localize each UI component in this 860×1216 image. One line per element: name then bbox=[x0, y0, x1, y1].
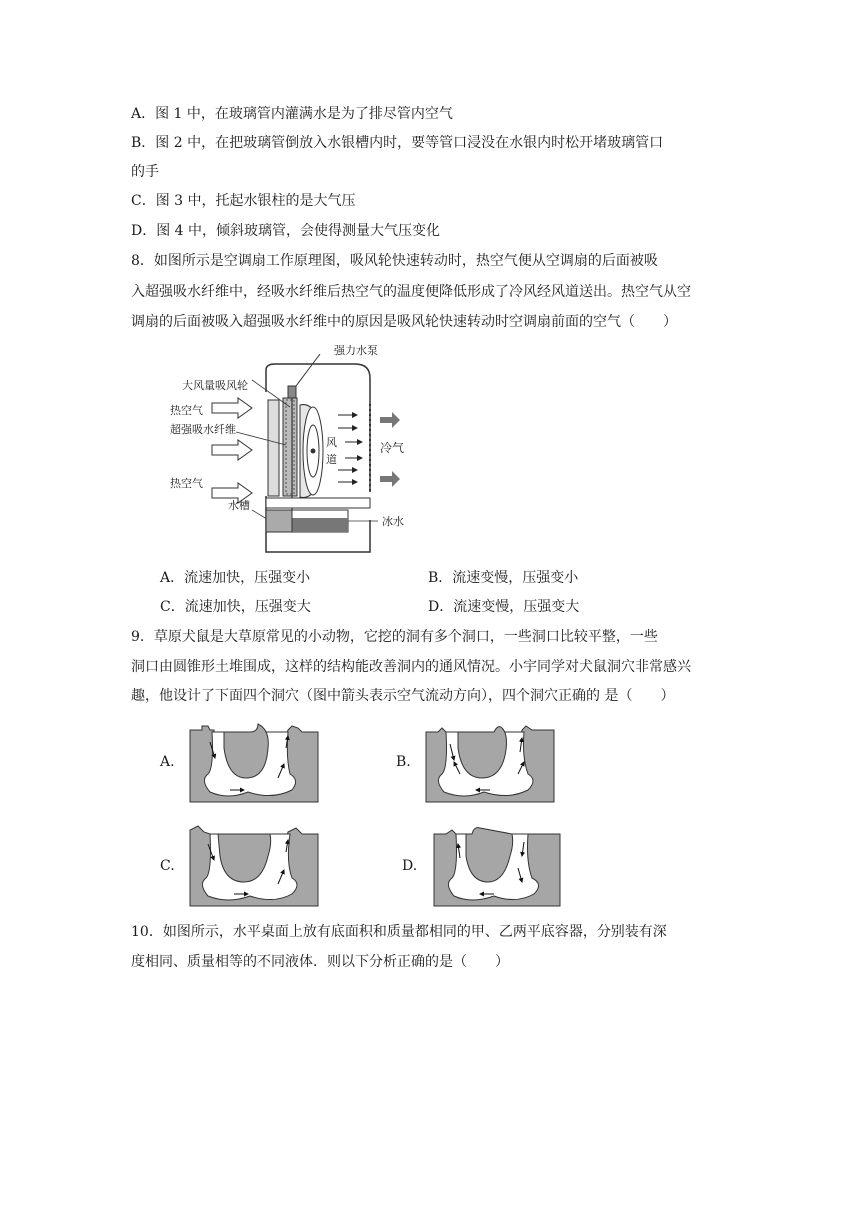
hot-air-top-label: 热空气 bbox=[170, 404, 203, 417]
q7-option-c: C．图 3 中，托起水银柱的是大气压 bbox=[131, 193, 356, 209]
fan-label: 大风量吸风轮 bbox=[182, 379, 248, 392]
q8-stem-line3: 调扇的后面被吸入超强吸水纤维中的原因是吸风轮快速转动时空调扇前面的空气（ ） bbox=[131, 314, 677, 330]
burrow-c-diagram bbox=[188, 822, 320, 908]
air-cooler-diagram bbox=[160, 338, 420, 556]
q7-option-d: D．图 4 中，倾斜玻璃管，会使得测量大气压变化 bbox=[131, 223, 441, 239]
q10-stem-line2: 度相同、质量相等的不同液体．则以下分析正确的是（ ） bbox=[131, 954, 509, 970]
pump-label: 强力水泵 bbox=[334, 344, 378, 357]
burrow-d-diagram bbox=[432, 822, 562, 908]
burrow-label-a: A. bbox=[160, 754, 175, 770]
tank-label: 水槽 bbox=[228, 499, 250, 512]
burrow-a-diagram bbox=[188, 718, 320, 804]
q8-stem-line1: 8．如图所示是空调扇工作原理图，吸风轮快速转动时，热空气便从空调扇的后面被吸 bbox=[131, 253, 658, 269]
q9-stem-line3: 趣，他设计了下面四个洞穴（图中箭头表示空气流动方向），四个洞穴正确的 是（ ） bbox=[131, 688, 675, 704]
q8-stem-line2: 入超强吸水纤维中，经吸水纤维后热空气的温度便降低形成了冷风经风道送出。热空气从空 bbox=[131, 284, 691, 300]
duct-label-1: 风 bbox=[326, 436, 337, 449]
cold-air-label: 冷气 bbox=[380, 441, 405, 455]
burrow-label-b: B. bbox=[396, 754, 411, 770]
q9-stem-line1: 9．草原犬鼠是大草原常见的小动物，它挖的洞有多个洞口，一些洞口比较平整，一些 bbox=[131, 629, 658, 645]
burrow-label-d: D. bbox=[402, 858, 418, 874]
duct-label-2: 道 bbox=[326, 453, 337, 466]
ice-water-label: 冰水 bbox=[382, 515, 404, 528]
burrow-label-c: C. bbox=[160, 858, 175, 874]
q9-stem-line2: 洞口由圆锥形土堆围成，这样的结构能改善洞内的通风情况。小宇同学对犬鼠洞穴非常感兴 bbox=[131, 659, 691, 675]
q8-option-d: D．流速变慢，压强变大 bbox=[428, 599, 580, 615]
q8-option-b: B．流速变慢，压强变小 bbox=[428, 570, 579, 586]
q7-option-b-cont: 的手 bbox=[131, 164, 159, 180]
q7-option-a: A．图 1 中，在玻璃管内灌满水是为了排尽管内空气 bbox=[131, 106, 453, 122]
q10-stem-line1: 10．如图所示，水平桌面上放有底面积和质量都相同的甲、乙两平底容器，分别装有深 bbox=[131, 924, 667, 940]
q8-option-c: C．流速加快，压强变大 bbox=[160, 599, 311, 615]
burrow-b-diagram bbox=[424, 718, 556, 804]
q7-option-b: B．图 2 中，在把玻璃管倒放入水银槽内时，要等管口浸没在水银内时松开堵玻璃管口 bbox=[131, 135, 664, 151]
fiber-label: 超强吸水纤维 bbox=[170, 423, 236, 436]
hot-air-bottom-label: 热空气 bbox=[170, 477, 203, 490]
q8-option-a: A．流速加快，压强变小 bbox=[160, 570, 311, 586]
